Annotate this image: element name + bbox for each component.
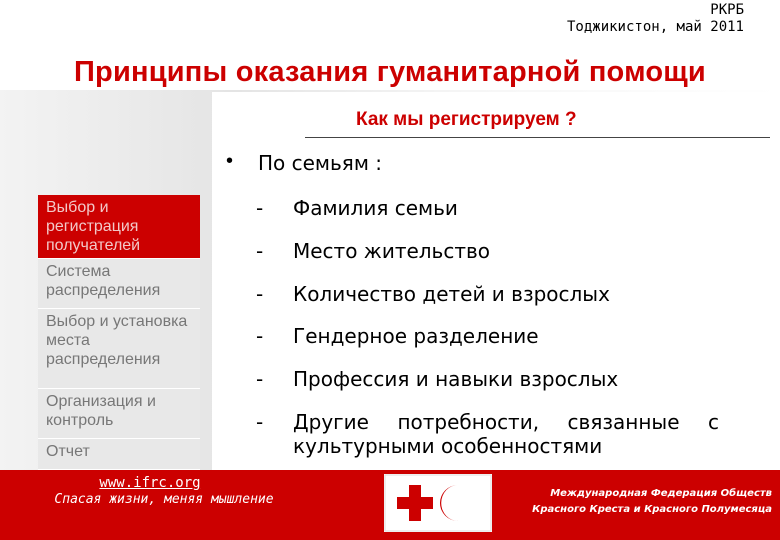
list-dash: - [256,282,264,306]
step-organization-control[interactable]: Организация и контроль [38,389,200,439]
bullet-heading: По семьям : [258,151,383,175]
footer-website-link[interactable]: www.ifrc.org [99,475,201,491]
list-item-text: Другие потребности, связанные с культурными особенностями [293,410,719,458]
list-item-text: Фамилия семьи [293,196,458,220]
list-item-text: Место жительство [293,239,491,263]
step-report[interactable]: Отчет [38,439,200,470]
step-distribution-site[interactable]: Выбор и установка места распределения [38,309,200,389]
list-dash: - [256,410,264,434]
list-dash: - [256,196,264,220]
header-location-date: Тоджикистон, май 2011 [566,19,744,35]
header-org: РКРБ [710,2,744,18]
footer-organization [506,486,772,518]
page-title: Принципы оказания гуманитарной помощи [74,56,706,88]
list-item-text: Количество детей и взрослых [293,282,610,306]
bullet-marker: • [226,150,234,172]
list-dash: - [256,324,264,348]
subtitle-divider [305,137,770,138]
emblem-box [384,474,492,532]
list-item-text: Профессия и навыки взрослых [293,367,619,391]
process-steps-sidebar [38,195,200,470]
step-distribution-system[interactable]: Система распределения [38,259,200,309]
list-dash: - [256,367,264,391]
footer-org-line1: Международная Федерация Обществ [550,488,772,499]
list-dash: - [256,239,264,263]
red-cross-red-crescent-icon [384,474,492,532]
footer-slogan: Спасая жизни, меняя мышление [54,492,274,507]
list-item-text: Гендерное разделение [293,324,539,348]
step-selection-registration[interactable]: Выбор и регистрация получателей [38,195,200,259]
header-info [567,2,744,36]
footer-org-line2: Красного Креста и Красного Полумесяца [532,504,772,515]
section-subtitle: Как мы регистрируем ? [356,109,577,130]
